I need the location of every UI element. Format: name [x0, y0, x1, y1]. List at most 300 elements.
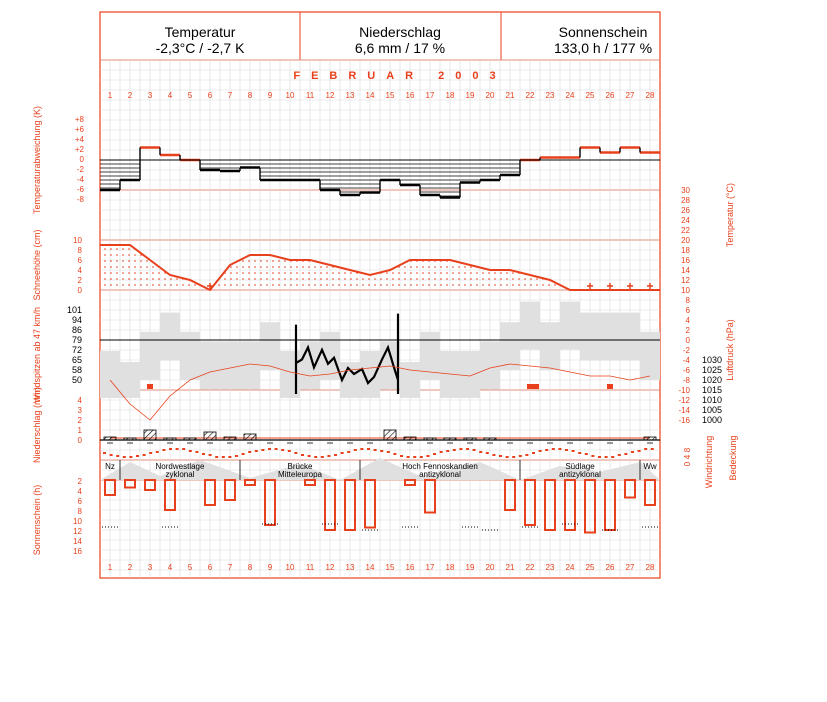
wind-shade-28	[640, 332, 660, 380]
cloud-dot	[393, 453, 396, 455]
cloud-dot	[360, 448, 363, 450]
wind-dir-tick	[187, 442, 193, 444]
tick-label: 4	[77, 396, 82, 405]
ticks-pressure	[702, 355, 722, 425]
weather-type-label: Nz	[105, 462, 115, 471]
precip-bar-6	[204, 432, 216, 440]
day-label: 19	[465, 563, 475, 572]
tick-label: 1010	[701, 395, 722, 405]
axis-label-temp: Temperatur (°C)	[725, 182, 735, 248]
day-label: 8	[247, 563, 253, 572]
day-label: 2	[127, 91, 133, 100]
tick-label: 8	[683, 447, 692, 453]
tick-label: 30	[681, 186, 690, 195]
axis-label-sun: Sonnenschein (h)	[32, 484, 42, 556]
cloud-dot	[248, 451, 251, 453]
cloud-dot	[440, 451, 443, 453]
tick-label: 18	[681, 246, 690, 255]
cloud-dot	[202, 453, 205, 455]
weather-type-sub: zyklonal	[165, 470, 195, 479]
cloud-dot	[327, 455, 330, 457]
tick-label: 2	[77, 477, 82, 486]
tick-label: -10	[678, 386, 690, 395]
day-label: 11	[305, 563, 315, 572]
cloud-dot	[532, 452, 535, 454]
cloud-dot	[143, 454, 146, 456]
tick-label: 4	[77, 487, 82, 496]
tick-label: -4	[76, 175, 84, 184]
tick-label: 14	[73, 537, 82, 546]
weather-type-sub: antizyklonal	[419, 470, 461, 479]
cloud-dot	[605, 456, 608, 458]
day-label: 15	[385, 91, 395, 100]
cloud-dot	[182, 448, 185, 450]
sun-value: 133,0 h / 177 %	[553, 40, 653, 56]
cloud-dot	[268, 448, 271, 450]
day-label: 28	[645, 563, 655, 572]
day-labels-top	[108, 91, 655, 100]
cloud-dot	[314, 456, 317, 458]
day-label: 3	[147, 91, 153, 100]
cloud-dot	[294, 452, 297, 454]
tick-label: 12	[681, 276, 690, 285]
cloud-dot	[466, 448, 469, 450]
sun-title: Sonnenschein	[558, 24, 648, 40]
tick-label: 10	[73, 236, 82, 245]
cloud-dot	[156, 451, 159, 453]
wind-shade-4	[160, 313, 180, 361]
cloud-dot	[116, 455, 119, 457]
wind-dir-tick	[327, 442, 333, 444]
tick-label: 28	[681, 196, 690, 205]
day-label: 26	[605, 91, 615, 100]
tick-label: 94	[71, 315, 82, 325]
wind-shade-1	[100, 351, 120, 398]
day-label: 7	[227, 91, 233, 100]
weather-type-sub: Mitteleuropa	[277, 470, 323, 479]
cloud-dot	[235, 455, 238, 457]
cloud-dot	[149, 452, 152, 454]
day-label: 25	[585, 91, 595, 100]
day-label: 14	[365, 91, 375, 100]
cloud-dot	[407, 456, 410, 458]
cloud-dot	[426, 455, 429, 457]
ticks-precip	[78, 396, 83, 445]
day-label: 13	[345, 91, 355, 100]
wind-dir-tick	[167, 442, 173, 444]
tick-label: 10	[73, 517, 82, 526]
day-label: 20	[485, 91, 495, 100]
tick-label: 0	[685, 336, 690, 345]
cloud-dot	[618, 454, 621, 456]
cloud-dot	[162, 449, 165, 451]
month-title: FEBRUAR 2003	[293, 70, 507, 82]
cloud-dot	[486, 452, 489, 454]
ticks-snow	[73, 236, 82, 295]
axis-label-wind-dir: Windrichtung	[704, 435, 714, 489]
day-label: 24	[565, 563, 575, 572]
tick-label: 1015	[701, 385, 722, 395]
wind-dir-tick	[207, 442, 213, 444]
tick-label: 2	[77, 276, 82, 285]
tick-label: 6	[77, 256, 82, 265]
weather-type-label: Hoch Fennoskandien	[402, 462, 478, 471]
day-label: 28	[645, 91, 655, 100]
tick-label: 10	[681, 286, 690, 295]
tick-label: -16	[678, 416, 690, 425]
tick-label: -6	[682, 366, 690, 375]
tick-label: 1030	[701, 355, 722, 365]
day-label: 3	[147, 563, 153, 572]
tick-label: -8	[76, 195, 84, 204]
cloud-dot	[195, 451, 198, 453]
wind-shade-21	[500, 322, 520, 370]
tick-label: +2	[74, 145, 84, 154]
precip-value: 6,6 mm / 17 %	[354, 40, 446, 56]
cloud-dot	[479, 451, 482, 453]
precip-title: Niederschlag	[359, 24, 441, 40]
day-label: 4	[167, 563, 173, 572]
day-label: 18	[445, 563, 455, 572]
wind-dir-tick	[647, 442, 653, 444]
cloud-dot	[374, 449, 377, 451]
cloud-dot	[301, 454, 304, 456]
axis-label-pressure: Luftdruck (hPa)	[725, 319, 735, 381]
day-label: 9	[267, 563, 273, 572]
wind-dir-tick	[347, 442, 353, 444]
cloud-dot	[591, 455, 594, 457]
day-label: 2	[127, 563, 133, 572]
day-label: 21	[505, 563, 515, 572]
wind-dir-tick	[267, 442, 273, 444]
tick-label: 1025	[701, 365, 722, 375]
cloud-dot	[288, 450, 291, 452]
cloud-dot	[453, 449, 456, 451]
cloud-dot	[103, 452, 106, 454]
day-label: 5	[187, 91, 193, 100]
cloud-dot	[169, 448, 172, 450]
cloud-dot	[387, 451, 390, 453]
day-label: 7	[227, 563, 233, 572]
wind-dir-tick	[447, 442, 453, 444]
cloud-dot	[611, 456, 614, 458]
cloud-dot	[215, 456, 218, 458]
cloud-dot	[281, 449, 284, 451]
day-label: 20	[485, 563, 495, 572]
axis-label-cloud: Bedeckung	[728, 435, 738, 481]
cloud-dot	[598, 456, 601, 458]
tick-label: 16	[681, 256, 690, 265]
precip-bar-3	[144, 430, 156, 440]
weather-type-sub: antizyklonal	[559, 470, 601, 479]
wind-dir-tick	[107, 442, 113, 444]
day-label: 23	[545, 91, 555, 100]
tick-label: +6	[74, 125, 84, 134]
axis-label-precip: Niederschlag (mm)	[32, 386, 42, 464]
wind-dir-tick	[527, 442, 533, 444]
day-label: 22	[525, 563, 535, 572]
tick-label: 3	[77, 406, 82, 415]
snow-trace-marker	[587, 283, 593, 289]
storm-marker	[607, 384, 613, 389]
weather-type-label: Ww	[643, 462, 657, 471]
tick-label: 0	[79, 155, 84, 164]
wind-shade-20	[480, 341, 500, 389]
cloud-dot	[209, 454, 212, 456]
wind-dir-tick	[507, 442, 513, 444]
day-label: 17	[425, 91, 435, 100]
day-label: 10	[285, 91, 295, 100]
tick-label: 4	[77, 266, 82, 275]
day-label: 1	[107, 91, 113, 100]
day-label: 26	[605, 563, 615, 572]
wind-dir-tick	[547, 442, 553, 444]
ticks-cloud	[683, 447, 692, 466]
tick-label: -6	[76, 185, 84, 194]
wind-dir-tick	[567, 442, 573, 444]
cloud-dot	[558, 448, 561, 450]
cloud-dot	[638, 450, 641, 452]
cloud-dot	[631, 451, 634, 453]
storm-marker	[527, 384, 539, 389]
day-label: 14	[365, 563, 375, 572]
day-label: 21	[505, 91, 515, 100]
cloud-dot	[123, 456, 126, 458]
tick-label: -2	[682, 346, 690, 355]
tick-label: 2	[685, 326, 690, 335]
day-label: 15	[385, 563, 395, 572]
cloud-dot	[222, 456, 225, 458]
day-label: 27	[625, 563, 635, 572]
tick-label: 16	[73, 547, 82, 556]
cloud-dot	[242, 453, 245, 455]
wind-shade-11	[300, 341, 320, 389]
ticks-temp	[678, 186, 690, 425]
tick-label: 86	[71, 325, 82, 335]
tick-label: 12	[73, 527, 82, 536]
wind-dir-tick	[607, 442, 613, 444]
ticks-wind	[67, 305, 82, 385]
tick-label: 2	[77, 416, 82, 425]
tick-label: 6	[685, 306, 690, 315]
tick-label: -4	[682, 356, 690, 365]
cloud-dot	[347, 451, 350, 453]
tick-label: 101	[66, 305, 82, 315]
cloud-dot	[539, 450, 542, 452]
tick-label: 14	[681, 266, 690, 275]
wind-dir-tick	[127, 442, 133, 444]
wind-dir-tick	[227, 442, 233, 444]
wind-shade-5	[180, 332, 200, 380]
day-label: 12	[325, 91, 335, 100]
wind-dir-tick	[307, 442, 313, 444]
tick-label: 6	[77, 497, 82, 506]
cloud-dot	[400, 455, 403, 457]
cloud-dot	[367, 448, 370, 450]
day-label: 6	[207, 563, 213, 572]
cloud-dot	[492, 454, 495, 456]
wind-shade-3	[140, 332, 160, 380]
day-label: 1	[107, 563, 113, 572]
day-label: 16	[405, 563, 415, 572]
tick-label: +4	[74, 135, 84, 144]
day-label: 8	[247, 91, 253, 100]
cloud-dot	[499, 455, 502, 457]
axis-label-temp-dev: Temperaturabweichung (K)	[32, 105, 42, 215]
day-label: 22	[525, 91, 535, 100]
cloud-dot	[420, 456, 423, 458]
day-label: 18	[445, 91, 455, 100]
day-labels-bottom	[108, 563, 655, 572]
wind-dir-tick	[387, 442, 393, 444]
wind-dir-tick	[427, 442, 433, 444]
day-label: 17	[425, 563, 435, 572]
cloud-dot	[136, 455, 139, 457]
cloud-dot	[578, 452, 581, 454]
tick-label: 72	[71, 345, 82, 355]
cloud-dot	[519, 455, 522, 457]
weather-type-label: Brücke	[287, 462, 313, 471]
day-label: 27	[625, 91, 635, 100]
wind-dir-tick	[627, 442, 633, 444]
wind-shade-25	[580, 313, 600, 361]
axis-label-wind: Windspitzen ab 47 km/h	[32, 306, 42, 404]
day-label: 23	[545, 563, 555, 572]
precip-bar-15	[384, 430, 396, 440]
tick-label: 79	[71, 335, 82, 345]
tick-label: 1020	[701, 375, 722, 385]
day-label: 11	[305, 91, 315, 100]
day-label: 19	[465, 91, 475, 100]
tick-label: 1000	[701, 415, 722, 425]
cloud-dot	[129, 456, 132, 458]
tick-label: 50	[71, 375, 82, 385]
cloud-dot	[354, 449, 357, 451]
wind-shade-6	[200, 341, 220, 389]
weather-type-label: Nordwestlage	[155, 462, 205, 471]
tick-label: 8	[77, 507, 82, 516]
cloud-dot	[473, 449, 476, 451]
tick-label: -2	[76, 165, 84, 174]
wind-shade-19	[460, 351, 480, 398]
storm-marker	[147, 384, 153, 389]
tick-label: 58	[71, 365, 82, 375]
axis-label-snow: Schneehöhe (cm)	[32, 229, 42, 301]
tick-label: 8	[77, 246, 82, 255]
tick-label: -12	[678, 396, 690, 405]
tick-label: 26	[681, 206, 690, 215]
day-label: 16	[405, 91, 415, 100]
tick-label: -14	[678, 406, 690, 415]
tick-label: 65	[71, 355, 82, 365]
wind-shade-26	[600, 313, 620, 361]
cloud-dot	[433, 453, 436, 455]
wind-shade-9	[260, 322, 280, 370]
cloud-dot	[585, 453, 588, 455]
wind-shade-23	[540, 322, 560, 370]
tick-label: 4	[685, 316, 690, 325]
cloud-dot	[624, 453, 627, 455]
tick-label: 22	[681, 226, 690, 235]
cloud-dot	[651, 448, 654, 450]
cloud-dot	[255, 450, 258, 452]
wind-dir-tick	[487, 442, 493, 444]
cloud-dot	[275, 448, 278, 450]
cloud-dot	[261, 449, 264, 451]
wind-shade-7	[220, 341, 240, 389]
cloud-dot	[565, 449, 568, 451]
wind-dir-tick	[367, 442, 373, 444]
cloud-dot	[413, 456, 416, 458]
precip-bar-8	[244, 434, 256, 440]
wind-shade-14	[360, 351, 380, 398]
snow-trace-marker	[647, 283, 653, 289]
tick-label: 0	[77, 436, 82, 445]
day-label: 25	[585, 563, 595, 572]
wind-dir-tick	[147, 442, 153, 444]
snow-trace-marker	[607, 283, 613, 289]
day-label: 10	[285, 563, 295, 572]
tick-label: 0	[683, 461, 692, 467]
wind-shade-16	[400, 362, 420, 398]
cloud-dot	[189, 450, 192, 452]
cloud-dot	[572, 450, 575, 452]
tick-label: 8	[685, 296, 690, 305]
ticks-sun	[73, 477, 82, 556]
header-boxes	[156, 24, 652, 56]
temperature-title: Temperatur	[164, 24, 236, 40]
cloud-dot	[506, 456, 509, 458]
cloud-dot	[512, 456, 515, 458]
tick-label: -8	[682, 376, 690, 385]
day-label: 4	[167, 91, 173, 100]
cloud-dot	[321, 456, 324, 458]
day-label: 5	[187, 563, 193, 572]
wind-shade-2	[120, 362, 140, 398]
cloud-dot	[552, 448, 555, 450]
temperature-value: -2,3°C / -2,7 K	[155, 40, 245, 56]
tick-label: 24	[681, 216, 690, 225]
cloud-dot	[334, 454, 337, 456]
cloud-dot	[380, 450, 383, 452]
cloud-dot	[308, 455, 311, 457]
wind-dir-tick	[467, 442, 473, 444]
tick-label: 0	[77, 286, 82, 295]
day-label: 12	[325, 563, 335, 572]
weather-type-band	[100, 458, 660, 480]
wind-shade-24	[560, 302, 580, 350]
cloud-dot	[110, 454, 113, 456]
wind-dir-tick	[247, 442, 253, 444]
tick-label: 1	[77, 426, 82, 435]
tick-label: 1005	[701, 405, 722, 415]
day-label: 6	[207, 91, 213, 100]
cloud-dot	[644, 448, 647, 450]
cloud-dot	[545, 449, 548, 451]
ticks-temp-dev	[75, 115, 85, 204]
wind-dir-tick	[587, 442, 593, 444]
day-label: 9	[267, 91, 273, 100]
snow-trace-marker	[627, 283, 633, 289]
tick-label: +8	[74, 115, 84, 124]
day-label: 13	[345, 563, 355, 572]
cloud-dot	[459, 448, 462, 450]
cloud-dot	[525, 454, 528, 456]
weather-type-label: Südlage	[565, 462, 595, 471]
wind-shade-22	[520, 302, 540, 350]
cloud-dot	[176, 448, 179, 450]
wind-shade-27	[620, 313, 640, 361]
